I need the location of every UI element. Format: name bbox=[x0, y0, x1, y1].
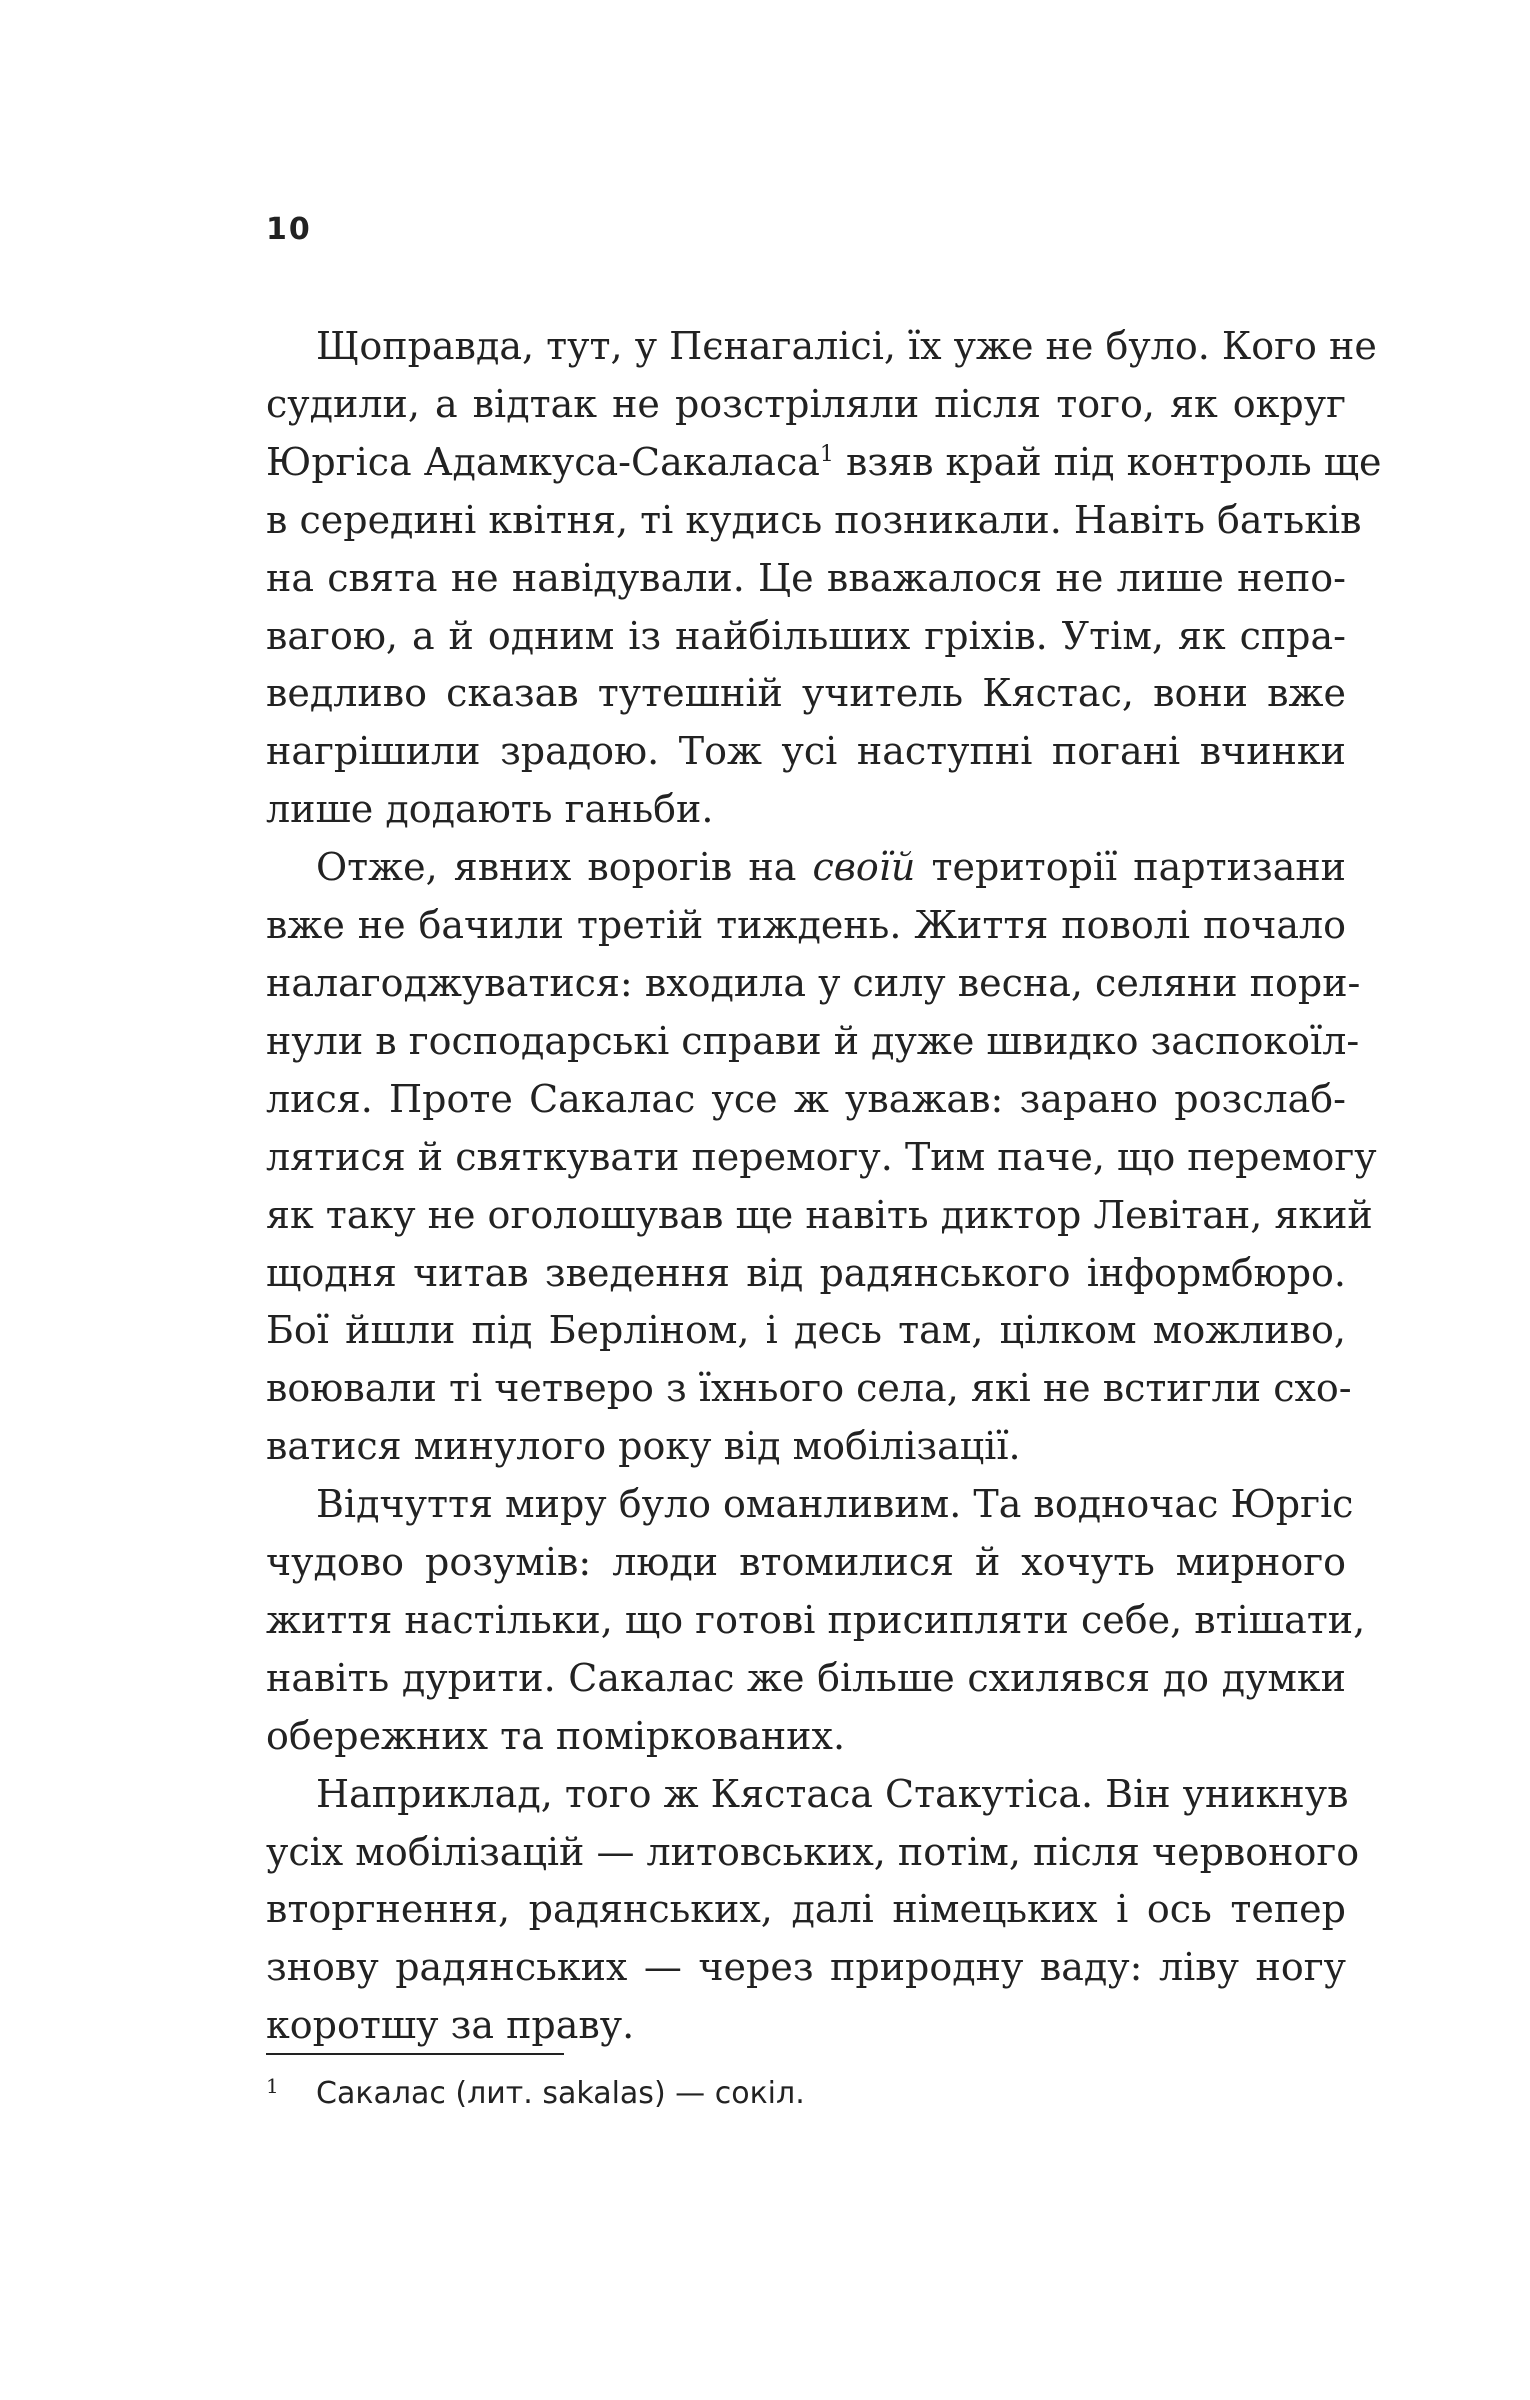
paragraph-4 bbox=[266, 1766, 1360, 2056]
text-line: ведливо сказав тутешній учитель Кястас, вони вже bbox=[266, 671, 1346, 716]
text-line: судили, а відтак не розстріляли після того, як округ bbox=[266, 381, 1346, 426]
text-segment: Юргіса Адамкуса-Сакаласа bbox=[266, 439, 820, 484]
text-line: знову радянських — через природну ваду: ліву ногу bbox=[266, 1945, 1346, 1990]
text-line: лятися й святкувати перемогу. Тим паче, що перемогу bbox=[266, 1134, 1377, 1179]
text-segment: Отже, явних ворогів на bbox=[316, 845, 813, 890]
text-line: ватися минулого року від мобілізації. bbox=[266, 1424, 1021, 1469]
text-line: на свята не навідували. Це вважалося не лише непо- bbox=[266, 555, 1346, 600]
text-line: Бої йшли під Берліном, і десь там, цілком можливо, bbox=[266, 1308, 1346, 1353]
page-number: 10 bbox=[266, 212, 312, 247]
text-line: нагрішили зрадою. Тож усі наступні погані вчинки bbox=[266, 729, 1346, 774]
footnote bbox=[266, 2074, 805, 2111]
text-line: чудово розумів: люди втомилися й хочуть мирного bbox=[266, 1540, 1346, 1585]
text-line: навіть дурити. Сакалас же більше схилявся до думки bbox=[266, 1655, 1346, 1700]
text-line: нули в господарські справи й дуже швидко заспокоїл- bbox=[266, 1018, 1360, 1063]
text-line: обережних та поміркованих. bbox=[266, 1713, 846, 1758]
text-line bbox=[266, 839, 1346, 897]
text-line: Наприклад, того ж Кястаса Стакутіса. Він уникнув bbox=[316, 1771, 1349, 1816]
emphasis-text: своїй bbox=[812, 845, 916, 890]
text-line: в середині квітня, ті кудись позникали. Навіть батьків bbox=[266, 497, 1362, 542]
footnote-text: Сакалас (лит. sakalas) — сокіл. bbox=[316, 2076, 805, 2111]
text-line: воювали ті четверо з їхнього села, які не встигли схо- bbox=[266, 1366, 1352, 1411]
body-text bbox=[266, 318, 1382, 2055]
text-line: усіх мобілізацій — литовських, потім, після червоного bbox=[266, 1829, 1360, 1874]
text-line: налагоджуватися: входила у силу весна, селяни пори- bbox=[266, 960, 1361, 1005]
text-line: вторгнення, радянських, далі німецьких і ось тепер bbox=[266, 1887, 1346, 1932]
paragraph-2 bbox=[266, 839, 1377, 1476]
paragraph-3 bbox=[266, 1476, 1366, 1766]
text-segment: взяв край під контроль ще bbox=[833, 439, 1382, 484]
paragraph-1 bbox=[266, 318, 1382, 839]
text-segment: території партизани bbox=[915, 845, 1347, 890]
text-line: вагою, а й одним із найбільших гріхів. Утім, як спра- bbox=[266, 613, 1346, 658]
text-line: коротшу за праву. bbox=[266, 2003, 635, 2048]
footnote-reference: 1 bbox=[819, 441, 834, 467]
footnote-divider bbox=[266, 2053, 564, 2055]
text-line: лише додають ганьби. bbox=[266, 787, 714, 832]
text-line: лися. Проте Сакалас усе ж уважав: зарано розслаб- bbox=[266, 1076, 1346, 1121]
text-line: щодня читав зведення від радянського інформбюро. bbox=[266, 1250, 1346, 1295]
text-line: Відчуття миру було оманливим. Та водночас Юргіс bbox=[316, 1482, 1354, 1527]
text-line: Щоправда, тут, у Пєнагалісі, їх уже не було. Кого не bbox=[316, 324, 1377, 368]
text-line: вже не бачили третій тиждень. Життя поволі почало bbox=[266, 903, 1346, 948]
text-line bbox=[266, 434, 1382, 492]
text-line: життя настільки, що готові присипляти себе, втішати, bbox=[266, 1597, 1366, 1642]
text-line: як таку не оголошував ще навіть диктор Левітан, який bbox=[266, 1192, 1373, 1237]
footnote-mark: 1 bbox=[266, 2074, 279, 2098]
